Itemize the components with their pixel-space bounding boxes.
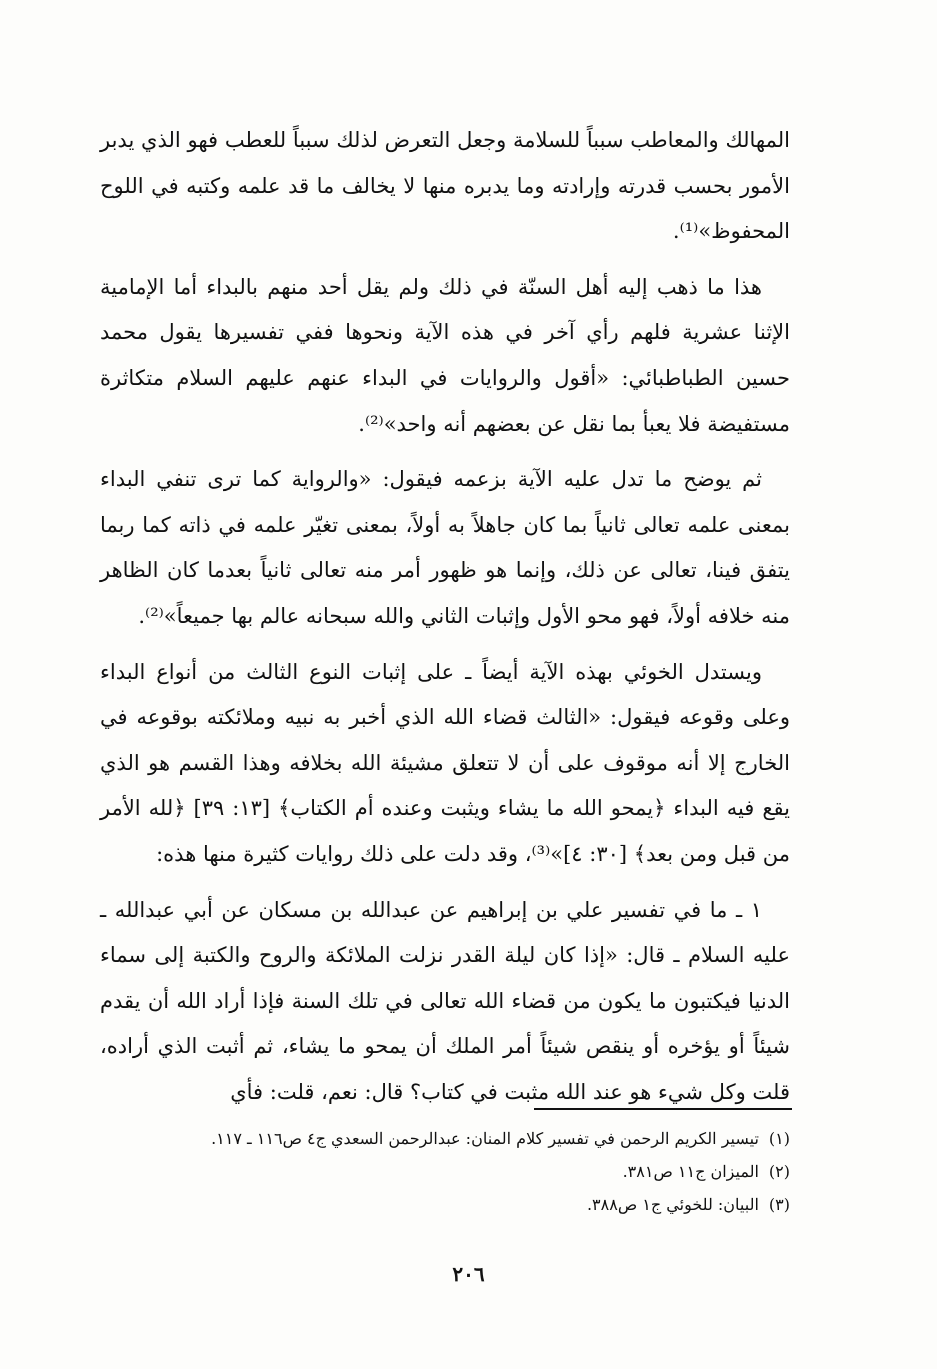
footnote-2 bbox=[100, 1155, 790, 1188]
footnote-number: (١) bbox=[768, 1129, 790, 1148]
footnote-1 bbox=[100, 1122, 790, 1155]
footnote-text: البيان: للخوئي ج١ ص٣٨٨. bbox=[586, 1195, 759, 1214]
footnotes bbox=[100, 1122, 790, 1221]
footnote-number: (٢) bbox=[768, 1162, 790, 1181]
paragraph-4: ويستدل الخوئي بهذه الآية أيضاً ـ على إثبات النوع الثالث من أنواع البداء وعلى وقوعه فيقول: «الثالث قضاء الله الذي أخبر به نبيه وملائكته بوقوعه في الخارج إلا أنه موقوف على أن لا تتعلق مشيئة الله بخلافه وهذا القسم هو الذي يقع فيه البداء ﴿يمحو الله ما يشاء ويثبت وعنده أم الكتاب﴾ [١٣: ٣٩] ﴿لله الأمر من قبل ومن بعد﴾ [٣٠: ٤]»⁽³⁾، وقد دلت على ذلك روايات كثيرة منها هذه: bbox=[100, 659, 790, 866]
footnote-number: (٣) bbox=[768, 1195, 790, 1214]
paragraph-2: هذا ما ذهب إليه أهل السنّة في ذلك ولم يقل أحد منهم بالبداء أما الإمامية الإثنا عشرية فلهم رأي آخر في هذه الآية ونحوها ففي تفسيرها يقول محمد حسين الطباطبائي: «أقول والروايات في البداء عنهم عليهم السلام متكاثرة مستفيضة فلا يعبأ بما نقل عن بعضهم أنه واحد»⁽²⁾. bbox=[100, 274, 790, 436]
main-text bbox=[100, 118, 790, 1115]
page-number: ٢٠٦ bbox=[452, 1262, 485, 1286]
footnote-text: تيسير الكريم الرحمن في تفسير كلام المنان: عبدالرحمن السعدي ج٤ ص١١٦ ـ ١١٧. bbox=[211, 1129, 759, 1148]
footnote-text: الميزان ج١١ ص٣٨١. bbox=[622, 1162, 759, 1181]
paragraph-3: ثم يوضح ما تدل عليه الآية بزعمه فيقول: «والرواية كما ترى تنفي البداء بمعنى علمه تعالى ثانياً بما كان جاهلاً به أولاً، بمعنى تغيّر علمه في ذاته كما ربما يتفق فينا، تعالى عن ذلك، وإنما هو ظهور أمر منه تعالى ثانياً بعدما كان الظاهر منه خلافه أولاً، فهو محو الأول وإثبات الثاني والله سبحانه عالم بها جميعاً»⁽²⁾. bbox=[100, 467, 790, 628]
footnote-separator bbox=[534, 1108, 792, 1110]
paragraph-5: ١ ـ ما في تفسير علي بن إبراهيم عن عبدالله بن مسكان عن أبي عبدالله ـ عليه السلام ـ قال: «إذا كان ليلة القدر نزلت الملائكة والروح والكتبة إلى سماء الدنيا فيكتبون ما يكون من قضاء الله تعالى في تلك السنة فإذا أراد الله أن يقدم شيئاً أو يؤخره أو ينقص شيئاً أمر الملك أن يمحو ما يشاء، ثم أثبت الذي أراده، قلت وكل شيء هو عند الله مثبت في كتاب؟ قال: نعم، قلت: فأي bbox=[100, 897, 790, 1104]
paragraph-1: المهالك والمعاطب سبباً للسلامة وجعل التعرض لذلك سبباً للعطب فهو الذي يدبر الأمور بحسب قدرته وإرادته وما يدبره منها لا يخالف ما قد علمه وكتبه في اللوح المحفوظ»⁽¹⁾. bbox=[100, 128, 790, 244]
footnote-3 bbox=[100, 1188, 790, 1221]
